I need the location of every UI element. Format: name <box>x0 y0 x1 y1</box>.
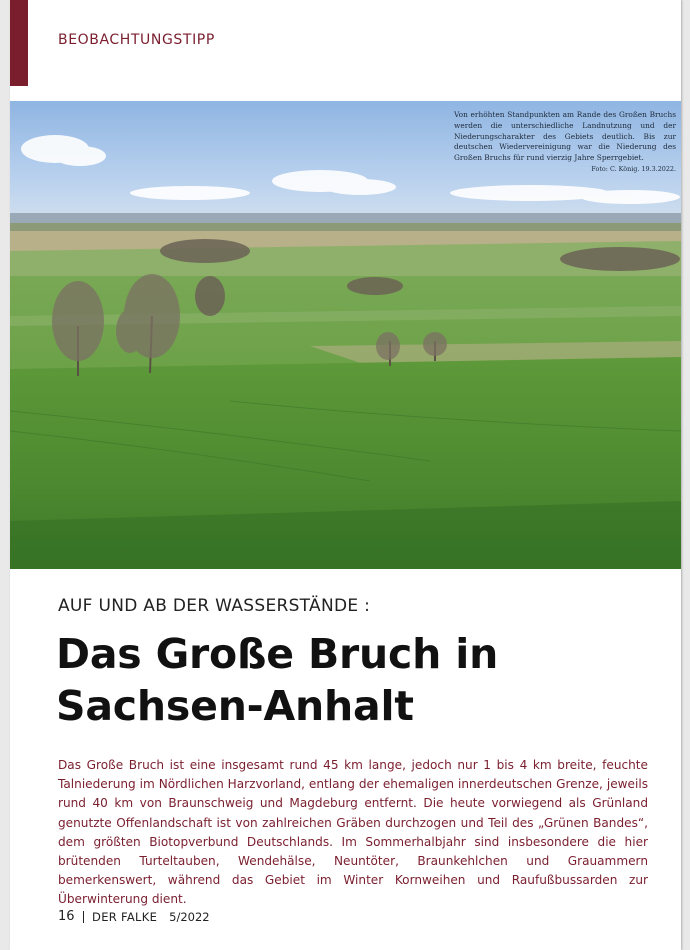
article-kicker: AUF UND AB DER WASSERSTÄNDE : <box>58 596 371 616</box>
headline-line-2: Sachsen-Anhalt <box>56 682 414 730</box>
article-headline <box>56 628 656 732</box>
article-lead: Das Große Bruch ist eine insgesamt rund 45 km lange, jedoch nur 1 bis 4 km breite, feuchte Talniederung im Nördlichen Harzvorland, entlang der ehemaligen innerdeutschen Grenze, jeweils rund 40 km von Braunschweig und Magdeburg entfernt. Die heute vorwiegend als Grünland genutzte Offenlandschaft ist von zahlreichen Gräben durchzogen und Teil des „Grünen Bandes“, dem größten Biotopverbund Deutschlands. Im Sommerhalbjahr sind insbesondere die hier brütenden Turteltauben, Wendehälse, Neuntöter, Braunkehlchen und Grauammern bemerkenswert, während das Gebiet im Winter Kornweihen und Raufußbussarden zur Überwinterung dient. <box>58 758 648 907</box>
headline-line-1: Das Große Bruch in <box>56 630 499 678</box>
footer-separator <box>83 911 85 923</box>
section-color-bar <box>10 0 28 86</box>
magazine-page <box>10 0 681 950</box>
section-label: BEOBACHTUNGSTIPP <box>58 32 215 48</box>
magazine-name: DER FALKE <box>92 909 158 924</box>
page-number: 16 <box>58 909 75 924</box>
photo-credit: Foto: C. König. 19.3.2022. <box>591 164 676 173</box>
page-footer <box>58 909 210 924</box>
issue-number: 5/2022 <box>169 909 210 924</box>
photo-caption <box>454 110 676 175</box>
caption-text: Von erhöhten Standpunkten am Rande des Großen Bruchs werden die unterschiedliche Landnutzung und der Niederungscharakter des Gebiets deutlich. Bis zur deutschen Wiedervereinigung war die Niederung des Großen Bruchs für rund vierzig Jahre Sperrgebiet. <box>454 110 676 163</box>
